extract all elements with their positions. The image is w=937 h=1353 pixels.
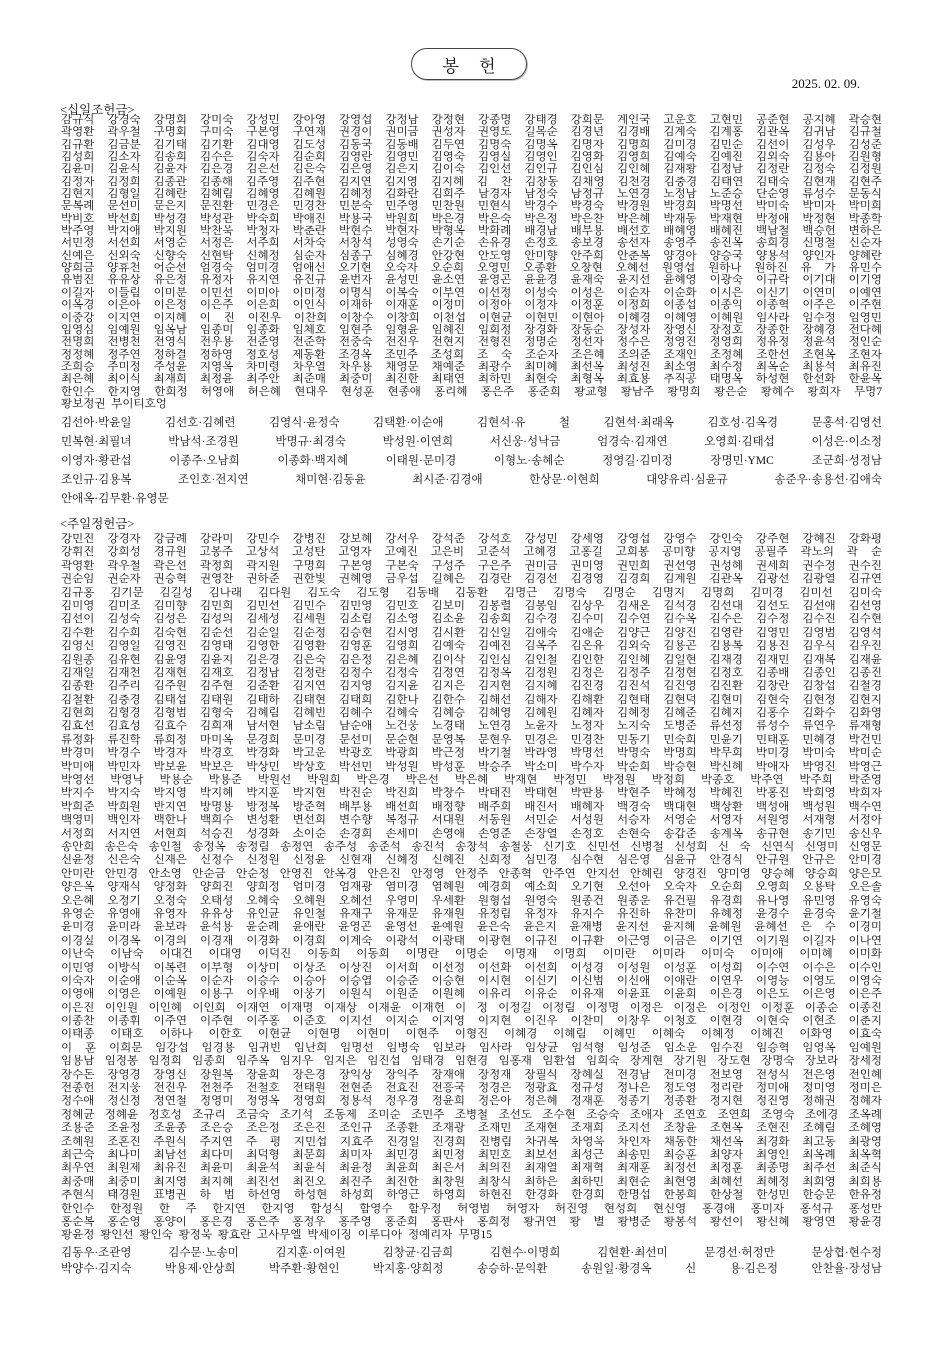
donor-name-line: 김영신 김영일 김영진 김영태 김영한 김영환 김영훈 김영희 김예숙 김예진 김옥주 김온유 김외숙 김용곤 김용복 김용진 김우식 김우진 [61, 640, 882, 653]
donor-name-line: 김규환 김금분 김기태 김기환 김대영 김도성 김동국 김동배 김두연 김명숙 김명옥 김명자 김명희 김미경 김민순 김선이 김성우 김성준 [61, 138, 882, 151]
donor-name-line: 이숙자 이순애 이순옥 이순자 이승수 이승아 이승엽 이승준 이승현 이시현 이신기 이신범 이신애 이애란 이연우 이영능 이영도 이영숙 [61, 974, 882, 987]
donor-name-line: 이길자 이들림 이미분 이민선 이미아 이미정 이명식 이복숙 이부연 이선정 이성숙 이성은 이순자 이순화 이시은 이신기 이연미 이예연 [61, 286, 882, 299]
donor-name-line: 김선이 김성숙 김성은 김성의 김세성 김세원 김소림 김소영 김소윤 김송희 김수경 김수미 김수연 김수옥 김수은 김수정 김수진 김수현 [61, 613, 882, 626]
tithe-section-label: <십일조헌금> [60, 103, 135, 117]
sunday-offering-name-list [61, 533, 882, 1243]
service-date: 2025. 02. 09. [791, 76, 860, 91]
donor-name-line: 신예은 신외숙 신향숙 신현탁 신혜정 심순자 심종구 심혜경 안강현 안도영 안미향 안주희 안춘복 양경아 양승국 양용석 양인자 양혜란 [61, 249, 882, 262]
donor-name-line: 이경실 이경옥 이경의 이경재 이경화 이경희 이계숙 이광석 이광태 이광현 이규진 이규환 이근영 이금은 이기연 이기원 이길자 이나연 [61, 934, 882, 947]
donor-name-line: 이은진 이인원 이인혜 이인희 이재연 이재명 이재상 이재윤 이재헌 이 정 이정길 이정림 이정명 이정은 이정은 이정인 이정훈 이종순 이종진 [61, 1001, 882, 1014]
donor-name-line: 조혜원 조혼진 주원식 주지연 주 평 지민섭 지효주 진경일 진경희 진병림 차귀복 차영욱 차인자 채동한 채선옥 최경화 최고동 최광영 [61, 1135, 882, 1148]
donor-name-line: 송안희 송은숙 송인철 송정옥 송정림 송정연 송주성 송준석 송진석 송창석 송철웅 신기호 신민선 신병철 신성희 신 숙 신연식 신영미 신영문 [61, 840, 882, 853]
donor-name-line: 오은혜 오정기 오정숙 오태성 오혜숙 오혜원 오혜선 우영미 우세환 원형섭 원영숙 원종건 원종운 유건필 유경희 유나영 유민영 유영숙 [61, 894, 882, 907]
donor-name-line: 김원종 김유현 김윤영 김윤지 김은경 김은숙 김은정 김은혜 김이삭 김인심 김인철 김인한 김인혜 김일현 김재경 김재민 김재복 김재윤 [61, 653, 882, 666]
donor-name-line: 김효선 김효성 김효수 김희재 남서현 남소림 남순애 노건웅 노경태 노연경 노윤자 노정자 노지숙 도병준 류선정 류성수 류연우 류재형 [61, 720, 882, 733]
donor-name-line: 이태종 이태호 이하나 이한호 이현균 이현명 이현미 이현주 이형진 이혜경 이혜림 이혜민 이혜숙 이혜정 이혜진 이화영 이효숙 [61, 1028, 882, 1041]
sunday-offering-section-label: <주일정헌금> [60, 517, 135, 531]
donor-name-line: 김현희 김형경 김형범 김형숙 김혜림 김혜빈 김혜수 김혜숙 김혜승 김혜영 김혜원 김혜자 김혜정 김혜준 김혜지 김홍수 김화수 김화영 [61, 707, 882, 720]
donor-name-line: 박영선 박영낙 박용순 박용준 박원선 박원희 박은경 박은선 박은혜 박재현 박정민 박정원 박정희 박종호 박주연 박주희 박준영 [61, 774, 882, 787]
donor-name-line: 김종환 김주리 김주원 김주현 김준환 김지연 김지영 김지윤 김지은 김지현 김지혜 김진경 김진석 김진영 김진환 김창란 김창섭 김철경 [61, 680, 882, 693]
donor-name-line: 조희승 주미정 주성윤 지영옥 차미령 차우열 차우용 채영문 채예준 최광수 최미혜 최선옥 최성진 최소영 최수정 최옥순 최용석 최유진 [61, 360, 882, 373]
donor-name-line: 이옥경 이은아 이은정 이은주 이은희 이인식 이재하 이재훈 이정미 이정아 이정자 이정훈 이정희 이종섭 이종익 이종혁 이주은 이주현 [61, 299, 882, 312]
donor-name-line: 서민정 서선희 서영순 서정은 서주희 서차숙 서창석 성영숙 손기순 손유경 손정호 송보경 송선자 송영주 송진옥 송희경 신명철 신순자 [61, 237, 882, 250]
donor-name-line: 김현지 김형일 김혜란 김혜림 김혜영 김혜원 김혜정 김화란 김희주 남경자 남정숙 남정규 노연경 노정남 노준승 단순영 류성수 문동식 [61, 188, 882, 201]
donor-name-line: 김철환 김충경 김태섭 김태원 김태하 김태현 김태희 김한나 김한수 김해선 김해자 김해환 김현태 김현덕 김현미 김현숙 김현정 김현지 [61, 693, 882, 706]
donor-name-line: 장수돈 장영경 장영신 장원복 장윤희 장은경 장익상 장익주 장재애 장정재 장필식 장혜실 전경남 전미경 전보영 전성식 전은영 전인혜 [61, 1068, 882, 1081]
donor-group-line: 김선아·박윤일 김선호·김혜련 김영식·윤정숙 김택환·이순애 김현석·유 철 김현석·최래옥 김호성·김옥경 문홍석·김영선 [61, 417, 882, 429]
donor-name-line: 김성희 김소자 김송희 김수은 김숙자 김순희 김영란 김영민 김영숙 김영실 김영인 김영화 김영희 김예숙 김예진 김외숙 김용아 김원형 [61, 151, 882, 164]
donor-name-line: 강휘진 강희성 경규원 고봉주 고상석 고성탄 고영자 고예진 고은비 고준석 고혜경 고홍길 고희봉 공미향 공지영 공필주 곽노의 곽 순 [61, 546, 882, 559]
donor-name-line: 강민진 강경자 강금례 강라미 강민수 강병진 강보혜 강서우 강석준 강석호 강성민 강세영 강영섭 강영수 강인숙 강주현 강혜진 강화평 [61, 533, 882, 545]
donor-name-line: 서정희 서지연 서현희 석승진 성경화 소이순 손경희 손세미 손영애 손영준 손장열 손정호 손현숙 송갑준 송계옥 송규현 송기민 송신우 [61, 827, 882, 840]
donor-name-line: 한인수 한지영 한희정 허영애 허은혜 현대우 현성훈 현종애 홍리혜 홍은주 홍준희 황교형 황남주 황명희 황은순 황혜수 황희자 무명7 [61, 385, 882, 398]
donor-name-line: 한인수 한정원 한 주 한지연 한지영 함성식 함영수 함우정 허영범 허영자 허진영 현성희 현신영 홍경애 홍미자 홍석규 홍성만 [61, 1202, 882, 1215]
donor-name-line: 신윤정 신은숙 신재은 신정수 신정원 신정윤 신현재 신혜정 신혜진 신희정 심민경 심수현 심은영 심윤규 안경식 안규원 안규은 안미경 [61, 854, 882, 867]
donor-name-line: 이영애 이영은 이예원 이용구 이우배 이웅기 이원식 이원준 이원혜 이유리 이유순 이유재 이윤표 이윤희 이은경 이은도 이은영 이은주 [61, 988, 882, 1001]
donor-name-line: 김윤미 김윤식 김윤자 김은경 김은선 김은숙 김은영 김은지 김이숙 김인선 김인규 김인심 김인혜 김재황 김정남 김정란 김정숙 김정원 [61, 163, 882, 176]
sunday-offering-group-list [61, 1245, 882, 1277]
donor-name-line: 곽영환 곽우철 곽은선 곽정희 곽지원 구명희 구본영 구본숙 구성주 구은주 권미금 권미영 권민희 권선영 권성혜 권세희 권수정 권수진 [61, 559, 882, 572]
donor-name-line: 곽영환 곽우철 구명회 구미숙 구본영 구연재 권경이 권미금 권성자 권영도 길목순 김경년 김경배 김계숙 김계홍 김관옥 김귀남 김규철 [61, 126, 882, 139]
donor-name-line: 임용남 임정봉 임정희 임종희 임주옥 임지우 임지은 임진섭 임태경 임현경 임홍재 임환섭 임희숙 장계현 장기원 장도현 장명숙 장보라 장세정 [61, 1055, 882, 1068]
donor-name-line: 유영순 유영애 유영자 유유상 유인균 유인철 유재구 유재문 유재원 유정림 유정자 유지수 유진하 유찬미 유혜정 윤경수 윤경숙 윤기철 [61, 907, 882, 920]
donor-group-line: 박양수·김지숙 박용제·안상희 박주환·황현인 박지홍·양희정 송승하·문익환 송원일·황경옥 신 용·김은정 안찬율·장성남 [61, 1263, 882, 1275]
donor-group-line: 김동우·조관영 김수문·노송미 김지훈·이여원 김창균·김금희 김현수·이명희 김현환·최선미 문경선·허정만 문상협·현수정 [61, 1247, 882, 1259]
donor-name-line: 정수애 정신정 정연철 정영미 정영옥 정영희 정용석 정우경 정윤희 정은아 정은혜 정재훈 정종기 정종환 정지현 정진영 정해권 정혜자 [61, 1095, 882, 1108]
donor-name-line: 류정화 류진학 류희정 마미옥 문경희 문미경 문선미 문순현 문영복 문현우 민경은 민경찬 민동기 민숙희 민윤기 민태훈 민혜경 박건민 [61, 733, 882, 746]
donor-name-line: 추현식 태경원 표병권 하 범 하선영 하성현 하성희 하영근 하영희 하현진 한경화 한경희 한명섭 한봉희 한상철 한성민 한승문 한유정 [61, 1189, 882, 1202]
donor-name-line: 최우연 최원제 최유진 최윤미 최윤석 최윤식 최윤정 최윤희 최은서 최의진 최재열 최재혁 최재훈 최정선 최정훈 최종명 최주선 최준식 [61, 1162, 882, 1175]
donor-name-line: 조용준 조윤정 조윤종 조은승 조은정 조은진 조인규 조종환 조재광 조재민 조재현 조재희 조지선 조창윤 조현옥 조현진 조혜림 조혜영 [61, 1122, 882, 1135]
donor-group-line: 민복현·최필녀 박남석·조경원 박명규·최경숙 박성원·이연희 서신웅·성낙금 엄경숙·김재연 오영희·김태섭 이성은·이소정 [61, 436, 882, 448]
donor-name-line: 황윤정 황인선 황인숙 황정욱 황효란 고사무엘 박세이징 이루디아 정예리자 무명15 [61, 1229, 492, 1242]
donor-name-line: 이종찬 이종휘 이주연 이주현 이주홍 이준호 이지선 이지순 이지영 이지현 이진우 이찬미 이창우 이청호 이현경 이현숙 이현조 이춘지 [61, 1015, 882, 1028]
donor-name-line: 유범진 유유상 유은정 유정자 유지연 유진규 윤번자 윤성민 윤소연 윤영곤 윤윤경 윤재숙 윤지선 윤혜영 이광숙 이규락 이기대 이기영 [61, 274, 882, 287]
donor-name-line: 이 훈 이희문 임강섭 임경용 임귀빈 임난희 임명선 임병숙 임보라 임사라 임상균 임석형 임성준 임소운 임수진 임승혁 임영옥 임예원 [61, 1041, 882, 1054]
tithe-group-list [61, 414, 882, 509]
donor-name-line: 양은옥 양재식 양정화 양희진 양희정 엄미경 엄재광 염미경 염혜원 예경희 예소희 오기현 오선아 오숙자 오순희 오영희 오용탁 오은솔 [61, 881, 882, 894]
donor-name-line: 임영심 임예원 임옥남 임종미 임종화 임체호 임현주 임형윤 임혜진 임희정 장경화 장동순 장성자 장영신 장정호 장종한 장혜경 전다혜 [61, 323, 882, 336]
donor-name-line: 안미란 안민경 안소영 안순금 안순정 안영진 안옥경 안은진 안정영 안정주 안종혁 안주연 안지선 안혜린 양경진 양미영 양승혜 양승희 양은모 [61, 867, 882, 880]
donor-name-line: 김정자 김정희 김종관 김종해 김주영 김주현 김지연 김지영 김지혜 김 찬 김창동 김채영 김천경 김충경 김태연 김태숙 김현재 김현주 [61, 175, 882, 188]
donor-group-line: 이영자·황관섭 이종주·오남희 이종화·백지혜 이태원·문미경 이형노·송혜순 정영길·김미정 장명민·YMC 조군희·성정남 [61, 455, 882, 467]
donor-name-line: 박미애 박민자 박보윤 박보은 박상민 박상호 박선민 박성원 박성훈 박승주 박소미 박수자 박순희 박승현 박신혜 박애자 박영진 박영근 [61, 760, 882, 773]
donor-name-line: 윤미경 윤미라 윤보라 윤석용 윤순례 윤애란 윤영곤 윤영선 윤예원 윤은숙 윤은지 윤재병 윤지선 윤지혜 윤혜원 윤혜선 은 수 이경미 [61, 921, 882, 934]
donor-name-line: 전종헌 전지웅 전진우 전천주 전철호 전태원 전현준 전효진 전흥국 정경은 정광효 정규성 정나은 정도영 정리란 정미애 정미영 정미은 [61, 1082, 882, 1095]
donor-name-line: 박경미 박경수 박경자 박경호 박경화 박고운 박광호 박광희 박근정 박기철 박라영 박명선 박명숙 박명희 박무희 박미경 박미숙 박미순 [61, 747, 882, 760]
title-pill [411, 48, 527, 80]
donor-name-line: 권순임 권순자 권승혁 권영찬 권하준 권한빛 권혜영 금우섭 길혜은 김경란 김경선 김경영 김경희 김계원 김관옥 김광선 김광열 김규연 [61, 573, 882, 586]
donor-name-line: 최중매 최중미 최지영 최지혜 최진선 최진오 최진주 최진한 최창원 최창식 최하은 최하민 최현순 최현영 최혜선 최혜정 최희영 최희용 [61, 1175, 882, 1188]
page-title: 봉 헌 [442, 56, 504, 76]
donor-name-line: 이중강 이지연 이지혜 이 진 이진우 이찬희 이창수 이창희 이천섭 이현균 이현민 이현아 이혜경 이혜영 이혜원 임사라 임수정 임영민 [61, 311, 882, 324]
donor-name-line: 박지수 박지숙 박지영 박지혜 박지훈 박지현 박진순 박진희 박창수 박태진 박태현 박판용 박현주 박혜정 박혜진 박홍진 박희영 박희자 [61, 787, 882, 800]
donor-name-line: 감규식 강경숙 강명희 강미숙 강성민 강아영 강영섭 강정남 강정현 강종명 강태경 강희문 계인국 고운호 고현민 공준현 공지혜 곽승현 [61, 114, 882, 126]
donor-name-line: 정정혜 정주연 정하결 정하영 정호성 제동환 조경옥 조민주 조성희 조 숙 조순자 조은혜 조의준 조재인 조정혜 조한선 조현옥 조현자 [61, 348, 882, 361]
donor-name-line: 박비호 박선희 박성경 박성관 박숙희 박애진 박용국 박원희 박은경 박은숙 박은정 박은찬 박은혜 박재동 박재현 박정애 박정현 박종학 [61, 212, 882, 225]
donor-name-line: 김규홍 김기문 김길성 김나래 김다원 김도숙 김도형 김동배 김동환 김명근 김명숙 김명순 김명지 김명희 김미경 김미선 김미숙 [61, 586, 882, 599]
donor-name-line: 박희준 박희원 반지연 방명용 방정복 방준혁 배부용 배선희 배정향 배주희 배진서 배혜자 백경숙 백대현 백상환 백성애 백성원 백수연 [61, 800, 882, 813]
donor-name-line: 양희금 양휴천 어순선 엄경숙 엄미경 엄애신 오기현 오숙자 오순희 오영민 오종환 오창현 오혜선 원영섭 원하나 원하진 유 가 유민수 [61, 262, 882, 275]
donor-name-line: 김수환 김수희 김숙현 김순선 김순일 김순정 김승현 김시영 김시환 김신일 김애숙 김애순 김양근 김양진 김영란 김영민 김영범 김영석 [61, 626, 882, 639]
donor-name-line: 이난숙 이남숙 이대건 이대영 이덕진 이동희 이동희 이명란 이명순 이명재 이명희 이미란 이미라 이미숙 이미애 이미혜 이미화 [61, 948, 882, 961]
donor-group-line: 안애옥·김무환·유영문 [61, 493, 169, 505]
donor-name-line: 이민영 이방식 이복련 이부형 이상미 이상조 이상진 이서희 이선정 이선화 이선희 이성경 이성원 이성훈 이성희 이수연 이수은 이수인 [61, 961, 882, 974]
donor-name-line: 김재일 김재천 김재현 김재호 김정남 김정란 김정수 김정숙 김정연 김정옥 김정원 김정은 김정주 김정현 김정호 김종배 김종인 김종진 [61, 666, 882, 679]
donor-name-line: 백영미 백인자 백한나 백희수 변성환 변선희 변수향 복정규 서대원 서동원 서민순 서성원 서승자 서영순 서영자 서원영 서재형 서정아 [61, 814, 882, 827]
donor-name-line: 홍순복 홍순영 홍양이 홍은경 홍은주 홍정우 홍주영 홍준희 홍판사 홍희정 황귀연 황 별 황병준 황봉석 황선이 황신혜 황영연 황윤경 [61, 1215, 882, 1228]
donor-name-line: 김미영 김미조 김미향 김민희 김민선 김민수 김민영 김민호 김보미 김봉렬 김봉임 김상우 김새온 김석경 김선대 김선도 김선애 김선영 [61, 599, 882, 612]
tithe-name-list [61, 114, 882, 410]
donor-name-line: 정혜균 정혜윤 정호성 조규리 조금숙 조기석 조동제 조미순 조민주 조병철 조선도 조수현 조승숙 조애자 조연호 조연희 조영숙 조에경 조옥례 [61, 1108, 882, 1121]
donor-name-line: 전명희 전병천 전영식 전우용 전준영 전준학 전중숙 전진우 전현지 전형진 정명순 정선자 정수은 정영진 정영희 정유정 정윤석 정인순 [61, 336, 882, 349]
donor-name-line: 박주영 박지애 박지원 박찬욱 박청자 박춘란 박현수 박현자 박형옥 박화례 배경남 배부용 배선호 배혜영 배혜진 백남철 백승헌 변하은 [61, 225, 882, 238]
donor-name-line: 최은혜 최이식 최재희 최정윤 최주안 최준매 최중미 최진한 최태연 최하민 최현숙 최형옥 최효용 추직공 태명옥 하성현 한선화 한윤옥 [61, 373, 882, 386]
donor-group-line: 조인규·김용복 조인호·전지연 채미현·김동윤 최시준·김경애 한상문·이현희 대양유리·심윤규 송준우·송용선·김애숙 [61, 474, 882, 486]
donor-name-line: 최근숙 최나미 최남선 최다미 최덕형 최문희 최미자 최민경 최민정 최민호 최보선 최성근 최송민 최승훈 최양자 최영인 최옥례 최옥혁 [61, 1148, 882, 1161]
donor-name-line: 문복례 문선미 문은지 문진환 민경은 민경찬 민분숙 민주영 민찬원 민현식 박경수 박경숙 박경원 박경희 박명선 박미숙 박미자 박미희 [61, 200, 882, 213]
donor-name-line: 황보정권 부이티호엉 [61, 397, 167, 410]
